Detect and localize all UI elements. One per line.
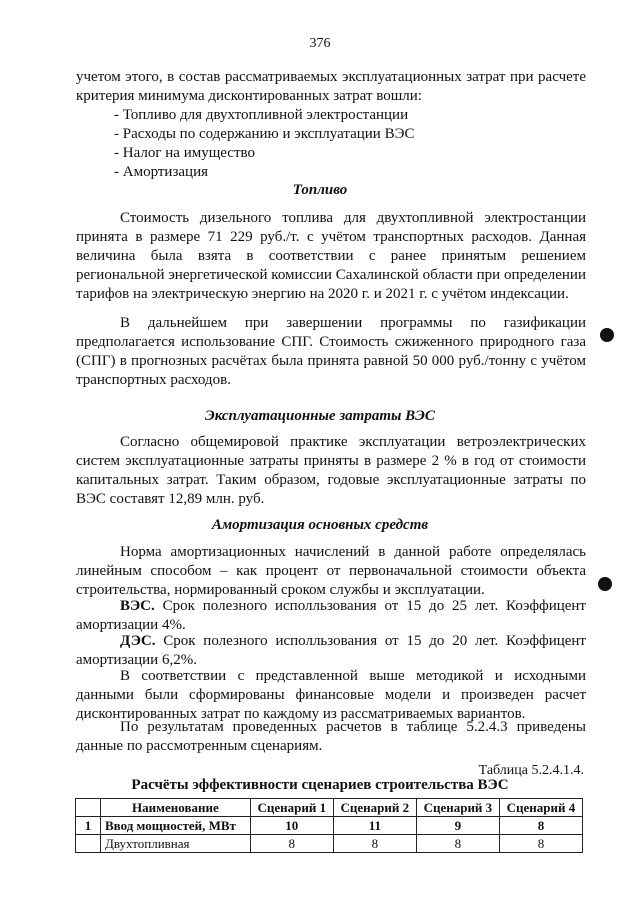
list-item: - Топливо для двухтопливной электростанции <box>114 107 409 123</box>
table-number: Таблица 5.2.4.1.4. <box>478 763 584 778</box>
intro-paragraph: учетом этого, в состав рассматриваемых эксплуатационных затрат при расчете критерия минимума дисконтированных затрат вошли: <box>76 69 586 104</box>
list-item: - Налог на имущество <box>114 145 255 161</box>
section-heading-depreciation: Амортизация основных средств <box>211 517 429 533</box>
table-cell: 8 <box>416 835 499 853</box>
table-header-cell: Сценарий 3 <box>416 799 499 817</box>
table-cell: 8 <box>250 835 333 853</box>
table-cell: 8 <box>499 817 582 835</box>
table-cell: 8 <box>333 835 416 853</box>
depreciation-paragraph-3: По результатам проведенных расчетов в таблице 5.2.4.3 приведены данные по рассмотренным сценариям. <box>76 719 586 754</box>
table-header-cell <box>76 799 101 817</box>
table-header-cell: Наименование <box>101 799 251 817</box>
table-cell: Двухтопливная <box>101 835 251 853</box>
depreciation-paragraph-1: Норма амортизационных начислений в данной работе определялась линейным способом – как процент от первоначальной стоимости объекта строительства, нормированный сроком службы и эксплуатации. <box>76 544 586 598</box>
table-header-cell: Сценарий 2 <box>333 799 416 817</box>
table-title: Расчёты эффективности сценариев строительства ВЭС <box>131 777 509 793</box>
fuel-paragraph-1: Стоимость дизельного топлива для двухтопливной электростанции принята в размере 71 229 руб./т. с учётом транспортных расходов. Данная величина была взята в соответствии с ранее принятым решением региональной энергетической комиссии Сахалинской области при определении тарифов на электрическую энергию на 2020 г. и 2021 г. с учётом индексации. <box>76 210 586 302</box>
fuel-paragraph-2: В дальнейшем при завершении программы по газификации предполагается использование СПГ. Стоимость сжиженного природного газа (СПГ) в прогнозных расчётах была принята равной 50 000 руб./тонну с учётом транспортных расходов. <box>76 315 586 388</box>
page-number: 376 <box>309 36 331 51</box>
opex-paragraph: Согласно общемировой практике эксплуатации ветроэлектрических систем эксплуатационные затраты приняты в размере 2 % в год от стоимости капитальных затрат. Таким образом, годовые эксплуатационные затраты по ВЭС составят 12,89 млн. руб. <box>76 434 586 507</box>
table-header-cell: Сценарий 1 <box>250 799 333 817</box>
binder-hole-mark <box>598 577 612 591</box>
table-cell: 8 <box>499 835 582 853</box>
binder-hole-mark <box>600 328 614 342</box>
des-label: ДЭС. <box>120 633 156 649</box>
table-cell: 11 <box>333 817 416 835</box>
table-cell: Ввод мощностей, МВт <box>101 817 251 835</box>
ves-text: Срок полезного исполльзования от 15 до 25 лет. Коэффицент амортизации 4%. <box>76 598 586 633</box>
list-item: - Амортизация <box>114 164 208 180</box>
des-paragraph <box>76 632 586 670</box>
table-cell: 9 <box>416 817 499 835</box>
ves-label: ВЭС. <box>120 598 155 614</box>
table-header-row <box>76 799 583 817</box>
table-cell: 10 <box>250 817 333 835</box>
section-heading-fuel: Топливо <box>292 182 348 198</box>
depreciation-paragraph-2: В соответствии с представленной выше методикой и исходными данными были сформированы финансовые модели и произведен расчет дисконтированных затрат по каждому из рассматриваемых вариантов. <box>76 668 586 722</box>
cost-items-list <box>114 106 514 182</box>
ves-paragraph <box>76 597 586 635</box>
table-row <box>76 835 583 853</box>
list-item: - Расходы по содержанию и эксплуатации ВЭС <box>114 126 415 142</box>
des-text: Срок полезного исполльзования от 15 до 20 лет. Коэффицент амортизации 6,2%. <box>76 633 586 668</box>
scenarios-table <box>75 798 583 853</box>
table-header-cell: Сценарий 4 <box>499 799 582 817</box>
table-cell: 1 <box>76 817 101 835</box>
table-cell <box>76 835 101 853</box>
table-row <box>76 817 583 835</box>
section-heading-opex: Эксплуатационные затраты ВЭС <box>205 408 435 424</box>
